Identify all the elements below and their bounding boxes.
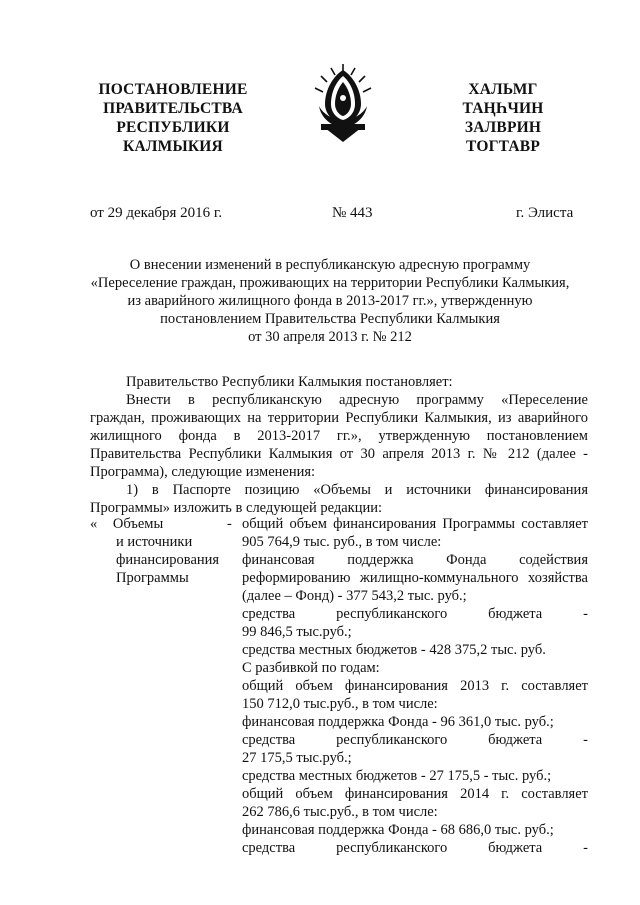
table-value-line: 99 846,5 тыс.руб.;	[242, 624, 352, 640]
title-line: от 30 апреля 2013 г. № 212	[248, 329, 412, 345]
table-label-line: и источники	[116, 534, 193, 550]
table-value-line: 150 712,0 тыс.руб., в том числе:	[242, 696, 438, 712]
table-label-row	[90, 515, 230, 533]
kalmykia-emblem-icon	[311, 62, 375, 144]
title-line: постановлением Правительства Республики Калмыкия	[160, 311, 500, 327]
paragraph-line: Программа), следующие изменения:	[90, 464, 316, 480]
table-value-line: общий объем финансирования Программы составляет	[242, 516, 588, 532]
table-value-line: финансовая поддержка Фонда содействия	[242, 552, 588, 568]
paragraph-line: жилищного фонда в 2013-2017 гг.», утвержденную постановлением	[90, 428, 588, 444]
table-value-line: средства республиканского бюджета -	[242, 732, 588, 748]
paragraph-line: Внести в республиканскую адресную программу «Переселение	[126, 392, 588, 408]
header-left-line: КАЛМЫКИЯ	[123, 138, 223, 155]
table-label-line: финансирования	[116, 552, 220, 568]
paragraph-decree: Правительство Республики Калмыкия постановляет:	[126, 374, 453, 390]
table-value-line: общий объем финансирования 2013 г. составляет	[242, 678, 588, 694]
title-line: из аварийного жилищного фонда в 2013-2017 гг.», утвержденную	[127, 293, 533, 309]
table-value-line: (далее – Фонд) - 377 543,2 тыс. руб.;	[242, 588, 467, 604]
table-label-column	[90, 515, 230, 587]
table-label-line: Объемы	[112, 516, 164, 532]
table-dash: -	[227, 516, 232, 532]
header-right-block	[448, 80, 558, 156]
table-value-column	[242, 515, 588, 857]
document-title	[70, 256, 590, 346]
table-value-line: средства республиканского бюджета -	[242, 840, 588, 856]
title-line: «Переселение граждан, проживающих на территории Республики Калмыкия,	[90, 275, 570, 291]
document-date: от 29 декабря 2016 г.	[90, 205, 223, 221]
header-right-line: ТАҢҺЧИН	[462, 100, 544, 117]
table-value-line: средства местных бюджетов - 428 375,2 тыс. руб.	[242, 642, 546, 658]
table-value-line: С разбивкой по годам:	[242, 660, 380, 676]
header-left-block	[88, 80, 258, 156]
table-value-line: реформированию жилищно-коммунального хозяйства	[242, 570, 588, 586]
table-value-line: финансовая поддержка Фонда - 96 361,0 тыс. руб.;	[242, 714, 554, 730]
header-left-line: ПРАВИТЕЛЬСТВА	[103, 100, 243, 117]
document-number: № 443	[332, 205, 373, 221]
paragraph-line: Правительства Республики Калмыкия от 30 апреля 2013 г. № 212 (далее -	[90, 446, 588, 462]
table-label-line: Программы	[116, 570, 189, 586]
paragraph-line: граждан, проживающих на территории Республики Калмыкия, из аварийного	[90, 410, 588, 426]
paragraph-line: 1) в Паспорте позицию «Объемы и источники финансирования	[126, 482, 588, 498]
document-city: г. Элиста	[516, 205, 574, 221]
title-line: О внесении изменений в республиканскую адресную программу	[129, 257, 531, 273]
header-left-line: РЕСПУБЛИКИ	[116, 119, 230, 136]
paragraph-line: Программы» изложить в следующей редакции:	[90, 500, 383, 516]
table-value-line: финансовая поддержка Фонда - 68 686,0 тыс. руб.;	[242, 822, 554, 838]
table-value-line: общий объем финансирования 2014 г. составляет	[242, 786, 588, 802]
table-value-line: 27 175,5 тыс.руб.;	[242, 750, 352, 766]
document-body	[90, 373, 588, 517]
table-value-line: 262 786,6 тыс.руб., в том числе:	[242, 804, 438, 820]
table-value-line: 905 764,9 тыс. руб., в том числе:	[242, 534, 442, 550]
opening-quote: «	[90, 516, 98, 532]
header-right-line: ХАЛЬМГ	[468, 81, 538, 98]
table-value-line: средства местных бюджетов - 27 175,5 - тыс. руб.;	[242, 768, 552, 784]
table-value-line: средства республиканского бюджета -	[242, 606, 588, 622]
header-left-line: ПОСТАНОВЛЕНИЕ	[98, 81, 248, 98]
header-right-line: ТОГТАВР	[465, 138, 541, 155]
header-right-line: ЗАЛВРИН	[464, 119, 542, 136]
